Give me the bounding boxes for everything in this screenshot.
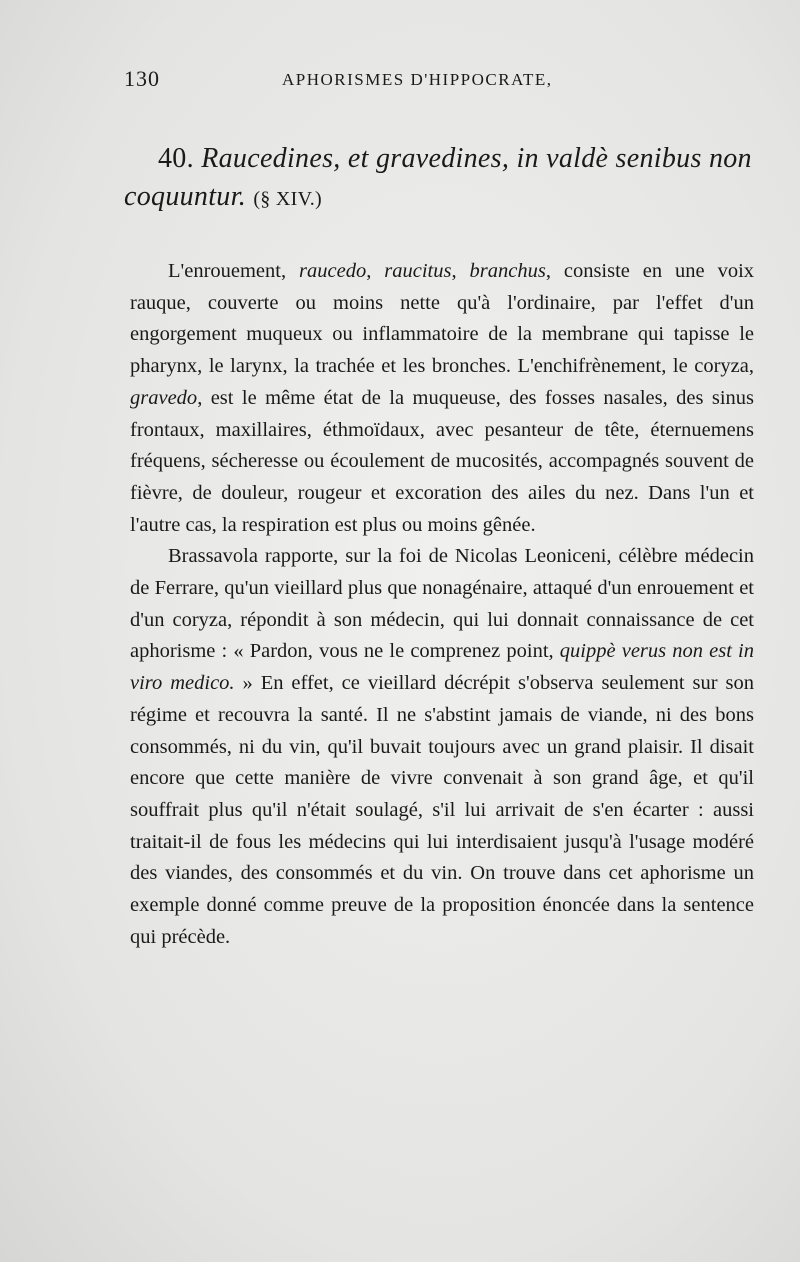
commentary <box>130 256 754 953</box>
p1-term-gravedo: gravedo <box>130 386 198 409</box>
p2-text-a: Brassavola rapporte, sur la foi de Nicolas Leoniceni, célèbre médecin de Ferrare, qu'un vieillard plus que nonagénaire, attaqué d'un enrouement et d'un coryza, répondit à son médecin, qui lui donnait connaissance de cet aphorisme : « Pardon, vous ne le comprenez point, <box>130 545 754 663</box>
aphorism-number: 40. <box>158 143 194 174</box>
p1-term-raucitus: raucitus <box>384 260 452 282</box>
paragraph-1 <box>130 256 754 541</box>
p2-latin-quote: quippè verus non est in viro medico. <box>130 640 754 695</box>
p2-text-c: » En effet, ce vieillard décrépit s'observa seulement sur son régime et recouvra la santé. Il ne s'abstint jamais de viande, ni des bons consommés, ni du vin, qu'il buvait toujours avec un grand plaisir. Il disait encore que cette manière de vivre convenait à son grand âge, et qu'il souffrait plus qu'il n'était soulagé, s'il lui arrivait de s'en écarter : aussi traitait-il de fous les médecins qui lui interdisaient jusqu'à l'usage modéré des viandes, des consommés et du vin. On trouve dans cet aphorisme un exemple donné comme preuve de la proposition énoncée dans la sentence qui précède. <box>130 672 754 948</box>
p1-text-a: L'enrouement, <box>168 260 300 282</box>
p1-text-i: , est le même état de la muqueuse, des fosses nasales, des sinus frontaux, maxillaires, éthmoïdaux, avec pesanteur de tête, éternuemens fréquens, sécheresse ou écoulement de mucosités, accompagnés souvent de fièvre, de douleur, rougeur et excoration des ailes du nez. Dans l'un et l'autre cas, la respiration est plus ou moins gênée. <box>130 386 754 536</box>
p1-text-g: , consiste en une voix rauque, couverte ou moins nette qu'à l'ordinaire, par l'effet d'un engorgement muqueux ou inflammatoire de la membrane qui tapisse le pharynx, le larynx, la trachée et les bronches. L'enchifrènement, le coryza, <box>130 260 755 378</box>
page-header <box>124 66 764 96</box>
p1-term-branchus: branchus <box>469 260 546 282</box>
p1-text-c: , <box>366 260 385 282</box>
p1-term-raucedo: raucedo <box>299 260 367 282</box>
aphorism-text: Raucedines, et gravedines, in valdè senibus non coquuntur. <box>124 143 752 212</box>
paragraph-2 <box>130 541 754 953</box>
p1-text-e: , <box>451 260 470 282</box>
aphorism-reference: (§ XIV.) <box>253 188 323 210</box>
page-number: 130 <box>124 66 160 91</box>
running-title: APHORISMES D'HIPPOCRATE, <box>282 70 553 89</box>
aphorism-heading <box>124 140 760 218</box>
